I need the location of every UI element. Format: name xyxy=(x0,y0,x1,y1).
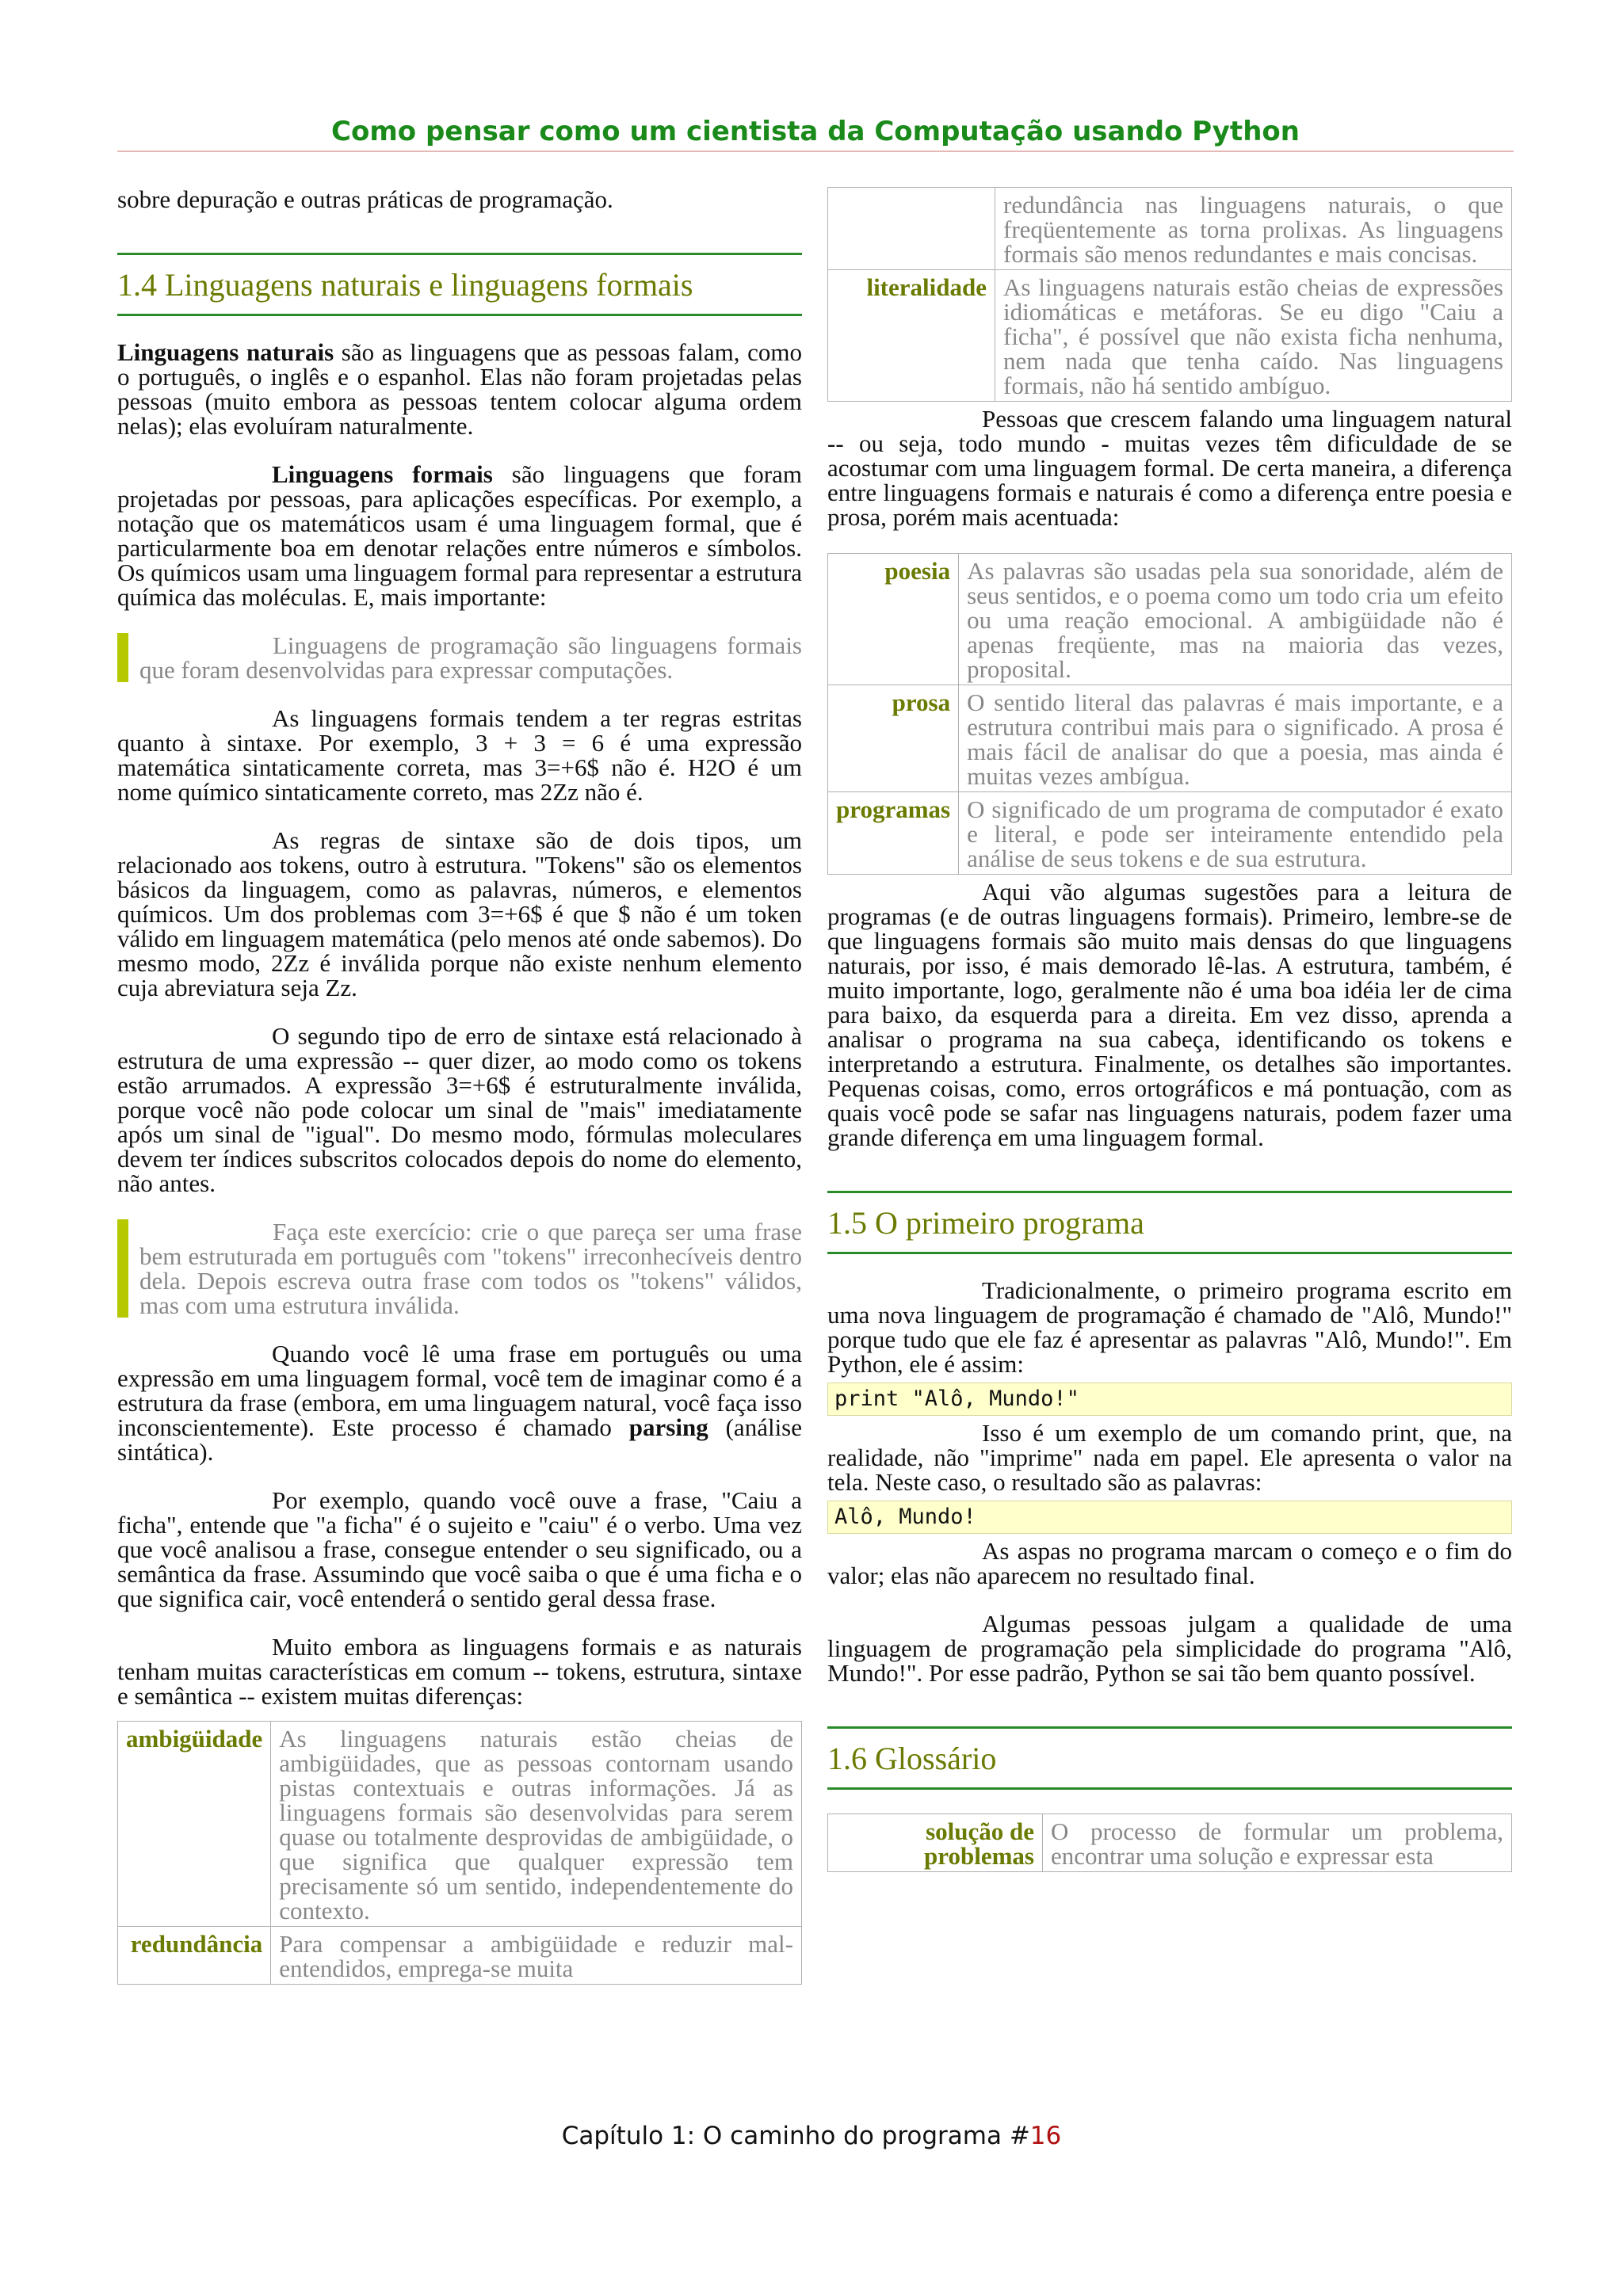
differences-table xyxy=(117,1721,802,1985)
section-heading-1-6 xyxy=(827,1726,1512,1790)
running-header: Como pensar como um cientista da Computação usando Python xyxy=(331,116,1300,147)
page-footer: Capítulo 1: O caminho do programa #16 xyxy=(561,2122,1062,2150)
paragraph: O segundo tipo de erro de sintaxe está relacionado à estrutura de uma expressão -- quer dizer, ao modo como os tokens estão arrumados. A expressão 3=+6$ é estruturalmente inválida, porque você não pode colocar um sinal de "mais" imediatamente após um sinal de "igual". Do mesmo modo, fórmulas moleculares devem ter índices subscritos colocados depois do nome do elemento, não antes. xyxy=(117,1022,802,1197)
exercise-callout: Faça este exercício: crie o que pareça ser uma frase bem estruturada em português com "tokens" irreconhecíveis dentro dela. Depois escreva outra frase com todos os "tokens" válidos, mas com uma estrutura inválida. xyxy=(117,1219,802,1318)
section-title: 1.6 Glossário xyxy=(827,1741,997,1776)
definition-cell: As linguagens naturais estão cheias de expressões idiomáticas e metáforas. Se eu digo "Caiu a ficha", é possível que não exista ficha nenhuma, nem nada que tenha caído. Nas linguagens formais, não há sentido ambíguo. xyxy=(995,270,1512,402)
paragraph: Muito embora as linguagens formais e as naturais tenham muitas características em comum -- tokens, estrutura, sintaxe e semântica -- existem muitas diferenças: xyxy=(117,1633,802,1710)
paragraph: Linguagens naturais são as linguagens que as pessoas falam, como o português, o inglês e o espanhol. Elas não foram projetadas pelas pessoas (muito embora as pessoas tentem colocar alguma ordem nelas); elas evoluíram naturalmente. xyxy=(117,338,802,440)
definition-cell: O processo de formular um problema, encontrar uma solução e expressar esta xyxy=(1043,1814,1512,1872)
term-cell: redundância xyxy=(118,1927,271,1985)
term-cell xyxy=(828,188,995,270)
section-title: 1.4 Linguagens naturais e linguagens formais xyxy=(117,267,693,303)
paragraph: Isso é um exemplo de um comando print, que, na realidade, não "imprime" nada em papel. Ele apresenta o valor na tela. Neste caso, o resultado são as palavras: xyxy=(827,1419,1512,1496)
table-row xyxy=(828,685,1512,792)
paragraph: As linguagens formais tendem a ter regras estritas quanto à sintaxe. Por exemplo, 3 + 3 = 6 é uma expressão matemática sintaticamente correta, mas 3=+6$ não é. H2O é um nome químico sintaticamente correto, mas 2Zz não é. xyxy=(117,704,802,806)
table-row xyxy=(118,1722,802,1927)
term-cell: programas xyxy=(828,792,959,875)
bold-term: Linguagens naturais xyxy=(117,338,334,366)
poetry-prose-table xyxy=(827,553,1512,875)
left-column xyxy=(117,187,802,1989)
term-cell: solução de problemas xyxy=(828,1814,1043,1872)
table-row xyxy=(828,792,1512,875)
header-rule xyxy=(117,151,1514,152)
paragraph: Pessoas que crescem falando uma linguagem natural -- ou seja, todo mundo - muitas vezes têm dificuldade de se acostumar com uma linguagem formal. De certa maneira, a diferença entre linguagens formais e naturais é como a diferença entre poesia e prosa, porém mais acentuada: xyxy=(827,405,1512,531)
table-row xyxy=(828,1814,1512,1872)
paragraph: Quando você lê uma frase em português ou uma expressão em uma linguagem formal, você tem de imaginar como é a estrutura da frase (embora, em uma linguagem natural, você faça isso inconscientemente). Este processo é chamado parsing (análise sintática). xyxy=(117,1340,802,1466)
callout-note: Linguagens de programação são linguagens formais que foram desenvolvidas para expressar computações. xyxy=(117,633,802,682)
table-row xyxy=(828,188,1512,270)
bold-term: Linguagens formais xyxy=(272,460,493,488)
term-cell: poesia xyxy=(828,554,959,685)
section-heading-1-4 xyxy=(117,253,802,316)
right-column xyxy=(827,187,1512,1877)
glossary-table xyxy=(827,1814,1512,1872)
paragraph: As aspas no programa marcam o começo e o fim do valor; elas não aparecem no resultado final. xyxy=(827,1537,1512,1589)
paragraph: sobre depuração e outras práticas de programação. xyxy=(117,185,613,213)
table-row xyxy=(828,554,1512,685)
definition-cell: As palavras são usadas pela sua sonoridade, além de seus sentidos, e o poema como um todo cria um efeito ou uma reação emocional. A ambigüidade não é apenas freqüente, mas na maioria das vezes, proposital. xyxy=(959,554,1512,685)
definition-cell: Para compensar a ambigüidade e reduzir mal-entendidos, emprega-se muita xyxy=(271,1927,802,1985)
definition-cell: O sentido literal das palavras é mais importante, e a estrutura contribui mais para o significado. A prosa é mais fácil de analisar do que a poesia, mas ainda é muitas vezes ambígua. xyxy=(959,685,1512,792)
term-cell: literalidade xyxy=(828,270,995,402)
bold-term: parsing xyxy=(628,1413,708,1441)
section-heading-1-5 xyxy=(827,1191,1512,1254)
paragraph: Aqui vão algumas sugestões para a leitura de programas (e de outras linguagens formais). Primeiro, lembre-se de que linguagens formais são muito mais densas do que linguagens naturais, por isso, é mais demorado lê-las. A estrutura, também, é muito importante, logo, geralmente não é uma boa idéia ler de cima para baixo, da esquerda para a direita. Em vez disso, aprenda a analisar o programa na sua cabeça, identificando os tokens e interpretando a estrutura. Finalmente, os detalhes são importantes. Pequenas coisas, como, erros ortográficos e má pontuação, com as quais você pode se safar nas linguagens naturais, podem fazer uma grande diferença em uma linguagem formal. xyxy=(827,878,1512,1151)
paragraph: Algumas pessoas julgam a qualidade de uma linguagem de programação pela simplicidade do programa "Alô, Mundo!". Por esse padrão, Python se sai tão bem quanto possível. xyxy=(827,1610,1512,1687)
term-cell: ambigüidade xyxy=(118,1722,271,1927)
definition-cell: redundância nas linguagens naturais, o que freqüentemente as torna prolixas. As linguagens formais são menos redundantes e mais concisas. xyxy=(995,188,1512,270)
differences-table-continued xyxy=(827,187,1512,402)
definition-cell: O significado de um programa de computador é exato e literal, e pode ser inteiramente entendido pela análise de seus tokens e de sua estrutura. xyxy=(959,792,1512,875)
table-row xyxy=(828,270,1512,402)
page-number: 16 xyxy=(1029,2122,1062,2150)
paragraph: Linguagens formais são linguagens que foram projetadas por pessoas, para aplicações específicas. Por exemplo, a notação que os matemáticos usam é uma linguagem formal, que é particularmente boa em denotar relações entre números e símbolos. Os químicos usam uma linguagem formal para representar a estrutura química das moléculas. E, mais importante: xyxy=(117,460,802,611)
section-title: 1.5 O primeiro programa xyxy=(827,1205,1144,1241)
output-block: Alô, Mundo! xyxy=(827,1501,1512,1534)
paragraph: Por exemplo, quando você ouve a frase, "Caiu a ficha", entende que "a ficha" é o sujeito e "caiu" é o verbo. Uma vez que você analisou a frase, consegue entender o seu significado, ou a semântica da frase. Assumindo que você saiba o que é uma ficha e o que significa cair, você entenderá o sentido geral dessa frase. xyxy=(117,1486,802,1612)
paragraph: As regras de sintaxe são de dois tipos, um relacionado aos tokens, outro à estrutura. "Tokens" são os elementos básicos da linguagem, como as palavras, números, e elementos químicos. Um dos problemas com 3=+6$ é que $ não é um token válido em linguagem matemática (pelo menos até onde sabemos). Do mesmo modo, 2Zz é inválida porque não existe nenhum elemento cuja abreviatura seja Zz. xyxy=(117,826,802,1001)
definition-cell: As linguagens naturais estão cheias de ambigüidades, que as pessoas contornam usando pistas contextuais e outras informações. Já as linguagens formais são desenvolvidas para serem quase ou totalmente desprovidas de ambigüidade, o que significa que qualquer expressão tem precisamente só um sentido, independentemente do contexto. xyxy=(271,1722,802,1927)
table-row xyxy=(118,1927,802,1985)
paragraph: Tradicionalmente, o primeiro programa escrito em uma nova linguagem de programação é chamado de "Alô, Mundo!" porque tudo que ele faz é apresentar as palavras "Alô, Mundo!". Em Python, ele é assim: xyxy=(827,1276,1512,1378)
code-block: print "Alô, Mundo!" xyxy=(827,1383,1512,1416)
term-cell: prosa xyxy=(828,685,959,792)
